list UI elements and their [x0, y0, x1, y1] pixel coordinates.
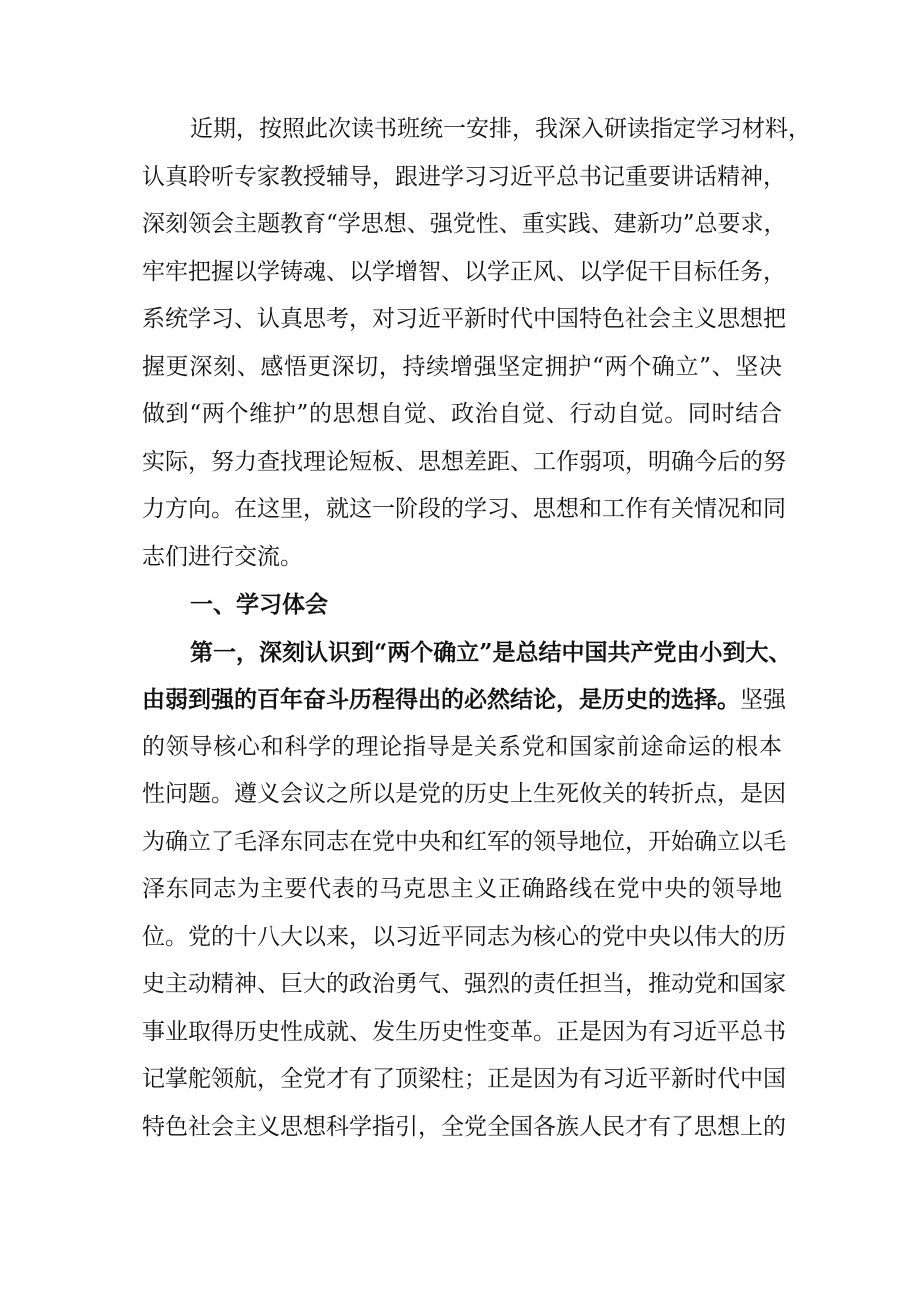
- paragraph-line: 史主动精神、巨大的政治勇气、强烈的责任担当，推动党和国家: [142, 971, 786, 997]
- paragraph-line: 志们进行交流。: [142, 543, 303, 570]
- intro-paragraph: [142, 106, 811, 1151]
- bold-lead-text: 由弱到强的百年奋斗历程得出的必然结论，是历史的选择。: [142, 686, 740, 713]
- paragraph-line: 握更深刻、感悟更深切，持续增强坚定拥护“两个确立”、坚决: [142, 353, 782, 380]
- mixed-line: [142, 676, 786, 724]
- paragraph-line: 的领导核心和科学的理论指导是关系党和国家前途命运的根本: [142, 733, 782, 760]
- paragraph-line: 牢牢把握以学铸魂、以学增智、以学正风、以学促干目标任务，: [142, 258, 786, 285]
- paragraph-line: 做到“两个维护”的思想自觉、政治自觉、行动自觉。同时结合: [142, 401, 782, 427]
- paragraph-line: 为确立了毛泽东同志在党中央和红军的领导地位，开始确立以毛: [142, 828, 786, 855]
- paragraph-line: 系统学习、认真思考，对习近平新时代中国特色社会主义思想把: [142, 306, 786, 332]
- paragraph-line: 深刻领会主题教育“学思想、强党性、重实践、建新功”总要求，: [142, 211, 787, 237]
- bold-lead-line: 第一，深刻认识到“两个确立”是总结中国共产党由小到大、: [190, 638, 792, 666]
- paragraph-line: 记掌舵领航，全党才有了顶梁柱；正是因为有习近平新时代中国: [142, 1066, 786, 1092]
- paragraph-line: 认真聆听专家教授辅导，跟进学习习近平总书记重要讲话精神，: [142, 163, 786, 190]
- paragraph-line: 实际，努力查找理论短板、思想差距、工作弱项，明确今后的努: [142, 448, 786, 475]
- normal-text: 坚强: [740, 687, 786, 713]
- paragraph-line: 特色社会主义思想科学指引，全党全国各族人民才有了思想上的: [142, 1113, 786, 1140]
- paragraph-line: 事业取得历史性成就、发生历史性变革。正是因为有习近平总书: [142, 1018, 786, 1045]
- paragraph-line: 性问题。遵义会议之所以是党的历史上生死攸关的转折点，是因: [142, 781, 786, 807]
- paragraph-line: 泽东同志为主要代表的马克思主义正确路线在党中央的领导地: [142, 876, 782, 902]
- section-heading: 一、学习体会: [190, 591, 328, 618]
- paragraph-line: 力方向。在这里，就这一阶段的学习、思想和工作有关情况和同: [142, 496, 786, 522]
- paragraph-line: 位。党的十八大以来，以习近平同志为核心的党中央以伟大的历: [142, 923, 786, 950]
- paragraph-line: 近期，按照此次读书班统一安排，我深入研读指定学习材料，: [190, 116, 811, 142]
